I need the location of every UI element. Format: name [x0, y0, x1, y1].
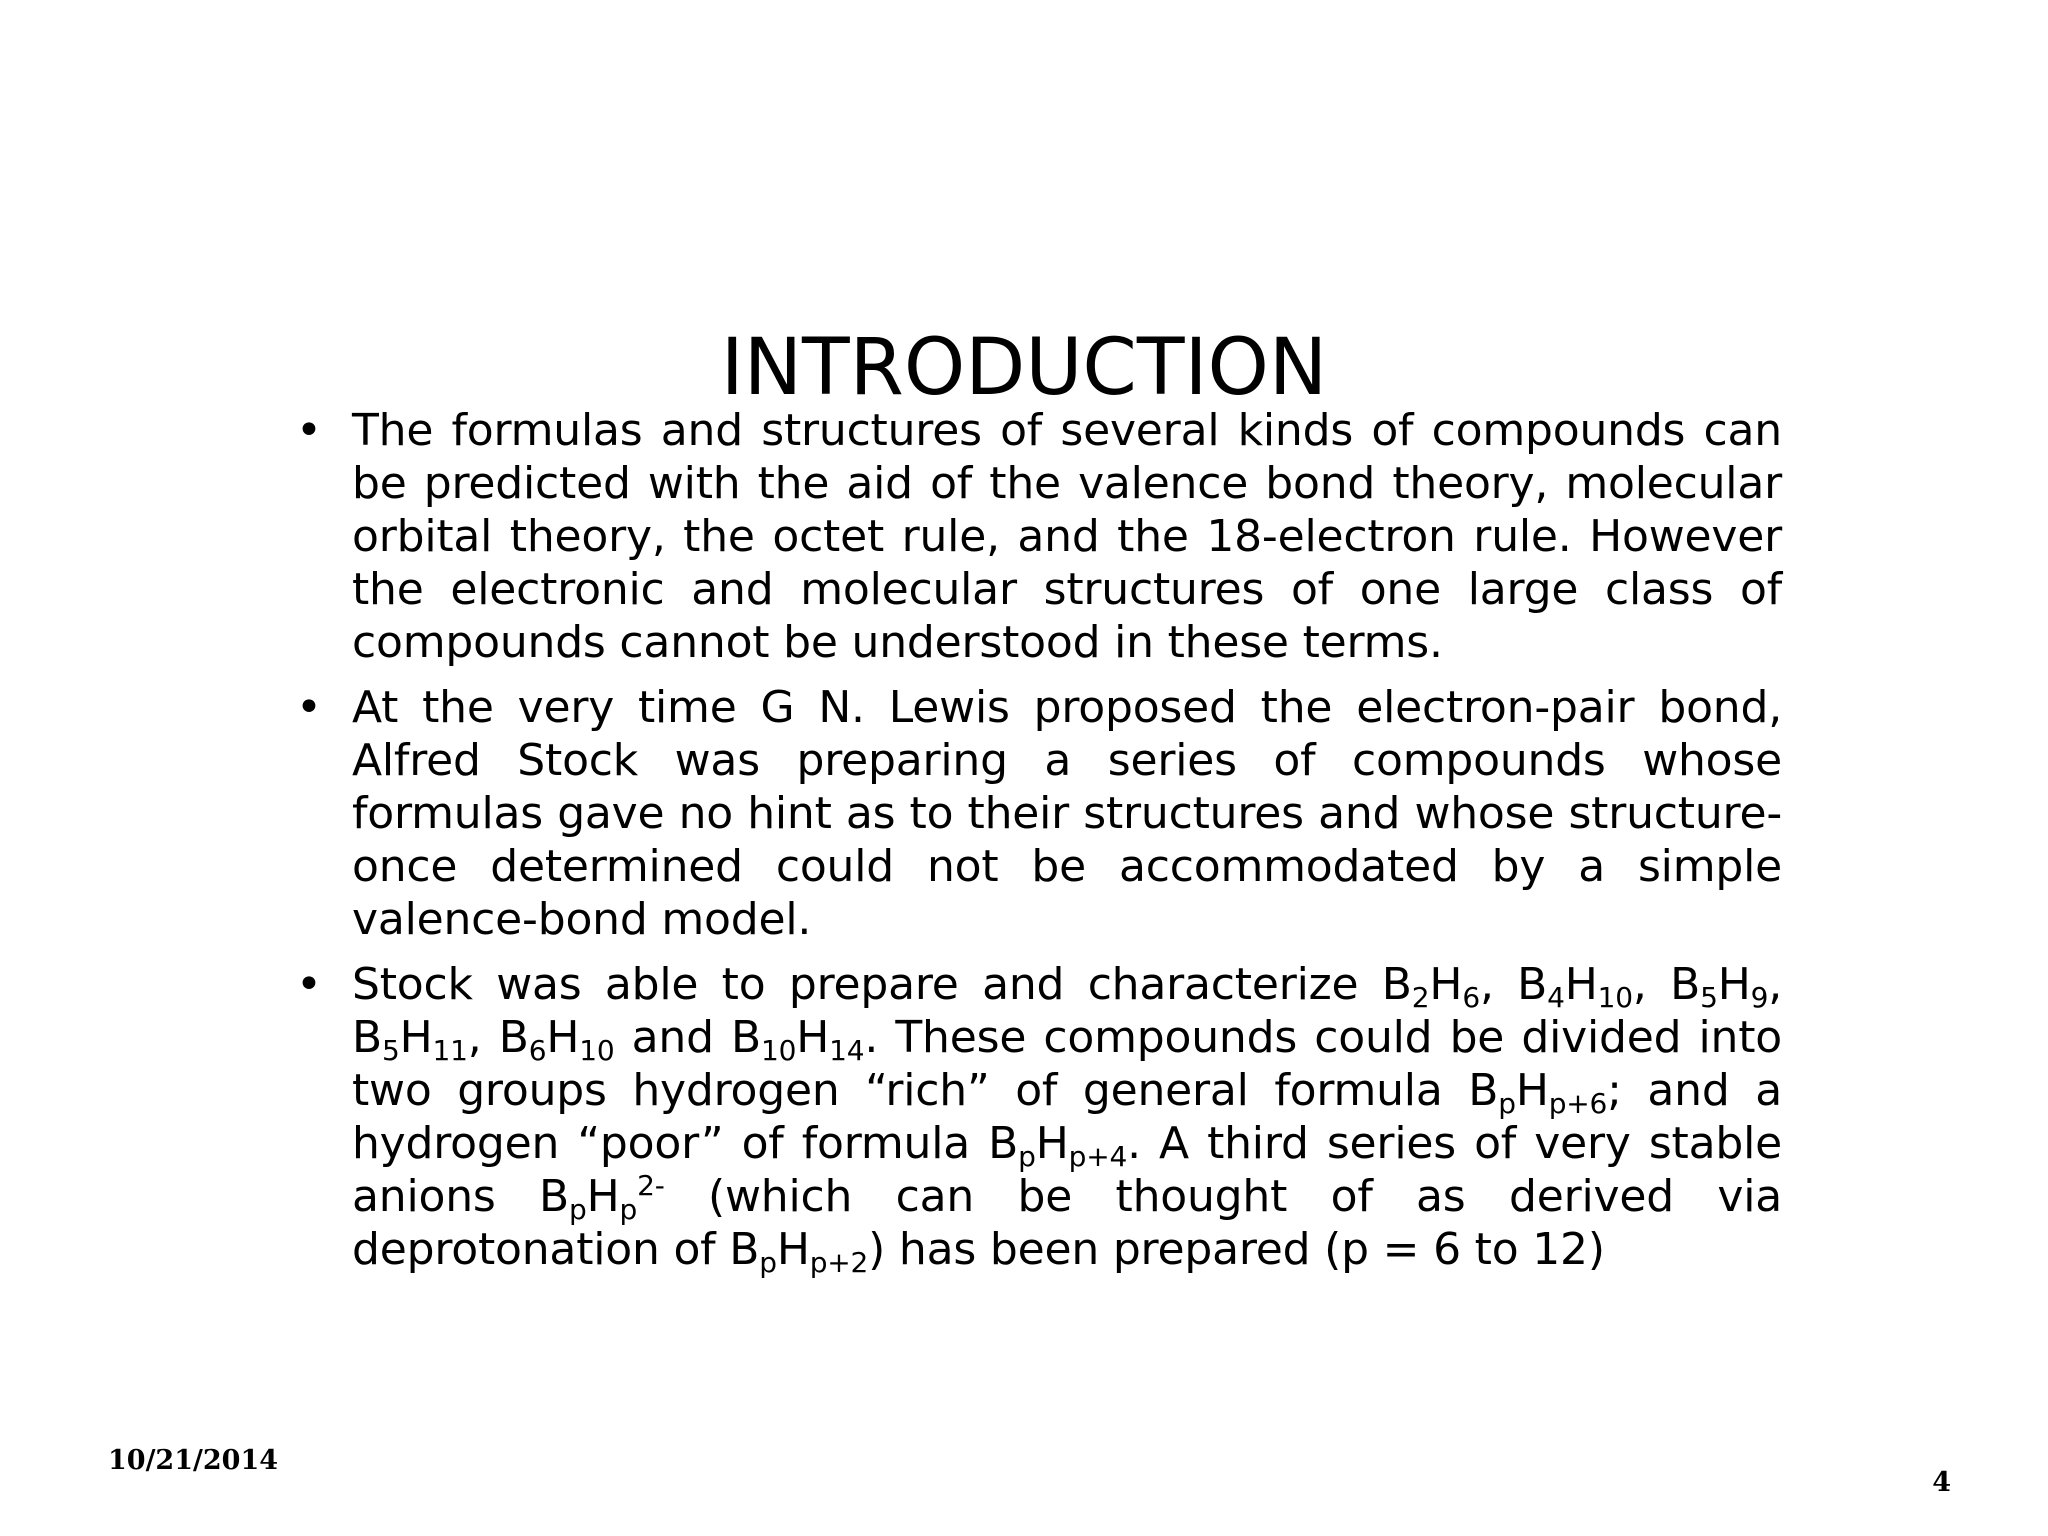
subscript: 6	[528, 1034, 547, 1067]
subscript: 5	[1700, 981, 1718, 1014]
subscript: 5	[382, 1034, 400, 1067]
text-run: , B	[467, 1012, 529, 1063]
subscript: 10	[761, 1034, 797, 1067]
subscript: 10	[1597, 981, 1633, 1014]
bullet-list	[296, 404, 1782, 1288]
page-number: 4	[1932, 1467, 1951, 1498]
text-run: H	[1564, 959, 1598, 1010]
text-run: , B	[352, 959, 1783, 1063]
subscript: p	[1498, 1087, 1516, 1120]
subscript: p	[1018, 1140, 1036, 1173]
bullet-item	[296, 404, 1782, 669]
text-run: . A third series of very stable anions B	[352, 1118, 1782, 1222]
text-run: H	[1717, 959, 1751, 1010]
text-run: ; and a hydrogen “poor” of formula B	[352, 1065, 1783, 1169]
bullet-dot-icon: •	[296, 682, 322, 733]
subscript: p	[759, 1246, 777, 1279]
subscript: 11	[432, 1034, 468, 1067]
text-run: Stock was able to prepare and characterize B	[352, 959, 1412, 1010]
bullet-text	[352, 682, 1782, 945]
text-run: H	[776, 1224, 810, 1275]
bullet-text	[352, 405, 1782, 668]
text-run: H	[546, 1012, 580, 1063]
bullet-dot-icon: •	[296, 959, 322, 1010]
bullet-item	[296, 958, 1783, 1279]
bullet-item	[296, 681, 1782, 946]
slide-title: INTRODUCTION	[720, 323, 1328, 414]
subscript: 2	[1411, 981, 1430, 1014]
subscript: 14	[829, 1034, 865, 1067]
subscript: p+4	[1068, 1140, 1128, 1173]
text-run: H	[1429, 959, 1463, 1010]
subscript: p+6	[1548, 1087, 1608, 1120]
text-run: , B	[1632, 959, 1701, 1010]
subscript: 6	[1462, 981, 1480, 1014]
text-run: At the very time G N. Lewis proposed the electron-pair bond, Alfred Stock was preparing a series of compounds whose formulas gave no hint as to their structures and whose structure- once determined could not be accommodated by a simple valence-bond model.	[352, 682, 1782, 945]
subscript: 4	[1547, 981, 1565, 1014]
footer-date: 10/21/2014	[108, 1445, 279, 1476]
text-run: H	[1515, 1065, 1549, 1116]
text-run: H	[399, 1012, 433, 1063]
subscript: p	[569, 1193, 587, 1226]
text-run: The formulas and structures of several kinds of compounds can be predicted with the aid of the valence bond theory, molecular orbital theory, the octet rule, and the 18-electron rule. However the electronic and molecular structures of one large class of compounds cannot be understood in these terms.	[352, 405, 1782, 668]
subscript: 9	[1750, 981, 1769, 1014]
bullet-text	[352, 959, 1783, 1279]
text-run: H	[586, 1171, 620, 1222]
bullet-dot-icon: •	[296, 405, 322, 456]
text-run: ) has been prepared (p = 6 to 12)	[868, 1224, 1605, 1275]
text-run: and B	[614, 1012, 762, 1063]
text-run: (which can be thought of as derived via deprotonation of B	[352, 1171, 1782, 1275]
text-run: H	[796, 1012, 830, 1063]
text-run: . These compounds could be divided into two groups hydrogen “rich” of general formula B	[352, 1012, 1782, 1116]
subscript: p	[619, 1193, 638, 1226]
subscript: 10	[579, 1034, 615, 1067]
superscript: 2-	[637, 1169, 665, 1202]
text-run: H	[1035, 1118, 1069, 1169]
subscript: p+2	[809, 1246, 869, 1279]
text-run: , B	[1479, 959, 1548, 1010]
